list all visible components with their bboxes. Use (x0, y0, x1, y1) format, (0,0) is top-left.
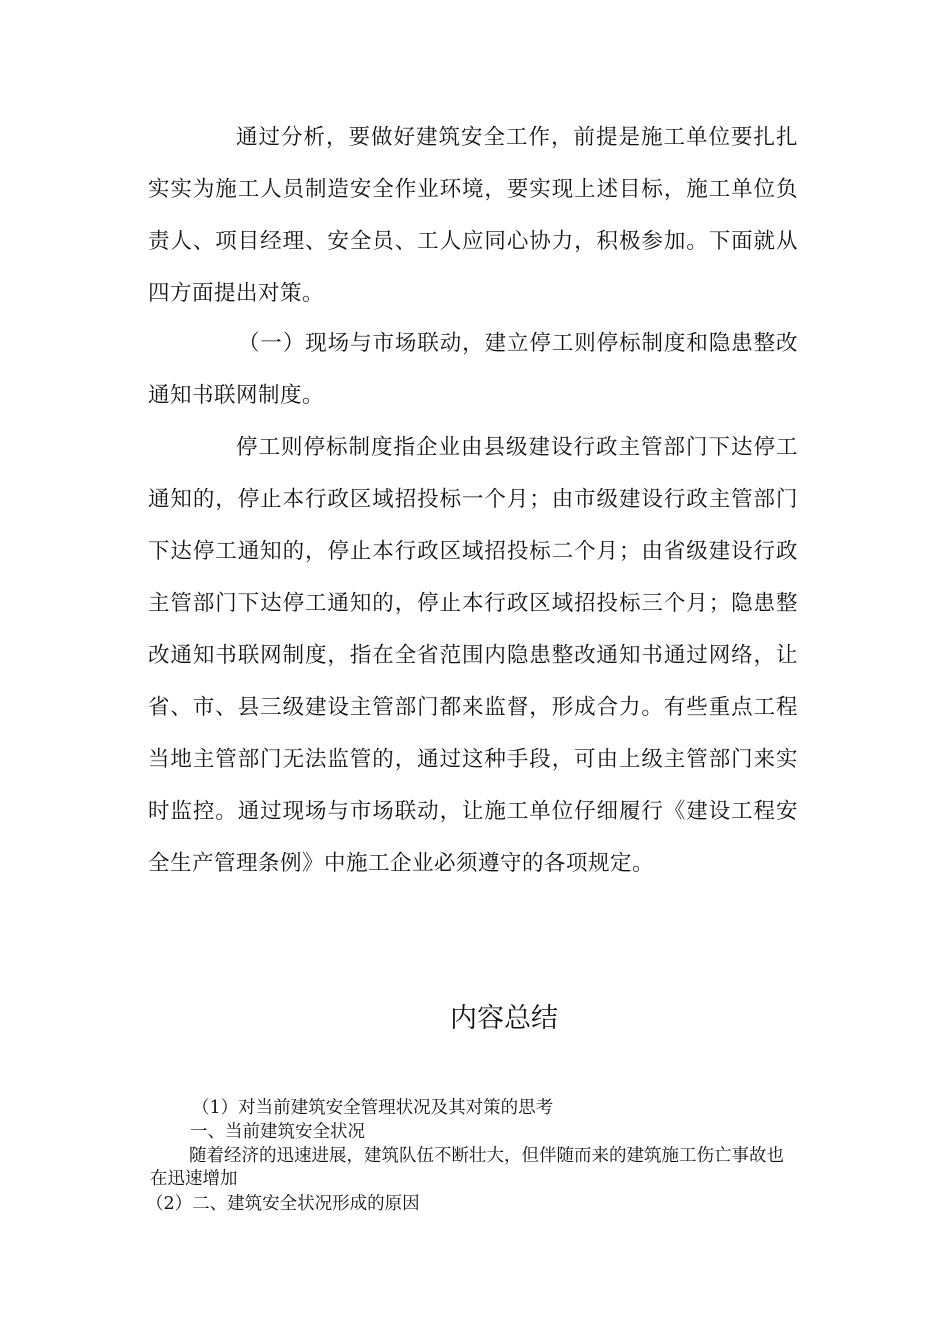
summary-line-1: （1）对当前建筑安全管理状况及其对策的思考 (192, 1098, 554, 1118)
body-paragraph-analysis: 通过分析，要做好建筑安全工作，前提是施工单位要扎扎实实为施工人员制造安全作业环境，要实现上述目标，施工单位负责人、项目经理、安全员、工人应同心协力，积极参加。下面就从四方面提出对策。 (148, 125, 798, 306)
summary-line-3: 随着经济的迅速进展，建筑队伍不断壮大，但伴随而来的建筑施工伤亡事故也在迅速增加 (150, 1146, 784, 1189)
summary-line-4: （2）二、建筑安全状况形成的原因 (146, 1194, 420, 1214)
summary-line-2: 一、当前建筑安全状况 (190, 1122, 365, 1142)
body-paragraph-stop-work-system: 停工则停标制度指企业由县级建设行政主管部门下达停工通知的，停止本行政区域招投标一个月；由市级建设行政主管部门下达停工通知的，停止本行政区域招投标二个月；由省级建设行政主管部门下达停工通知的，停止本行政区域招投标三个月；隐患整改通知书联网制度，指在全省范围内隐患整改通知书通过网络，让省、市、县三级建设主管部门都来监督，形成合力。有些重点工程当地主管部门无法监管的，通过这种手段，可由上级主管部门来实时监控。通过现场与市场联动，让施工单位仔细履行《建设工程安全生产管理条例》中施工企业必须遵守的各项规定。 (148, 435, 798, 876)
summary-title: 内容总结 (450, 1003, 558, 1034)
body-paragraph-heading-one: （一）现场与市场联动，建立停工则停标制度和隐患整改通知书联网制度。 (148, 331, 798, 408)
